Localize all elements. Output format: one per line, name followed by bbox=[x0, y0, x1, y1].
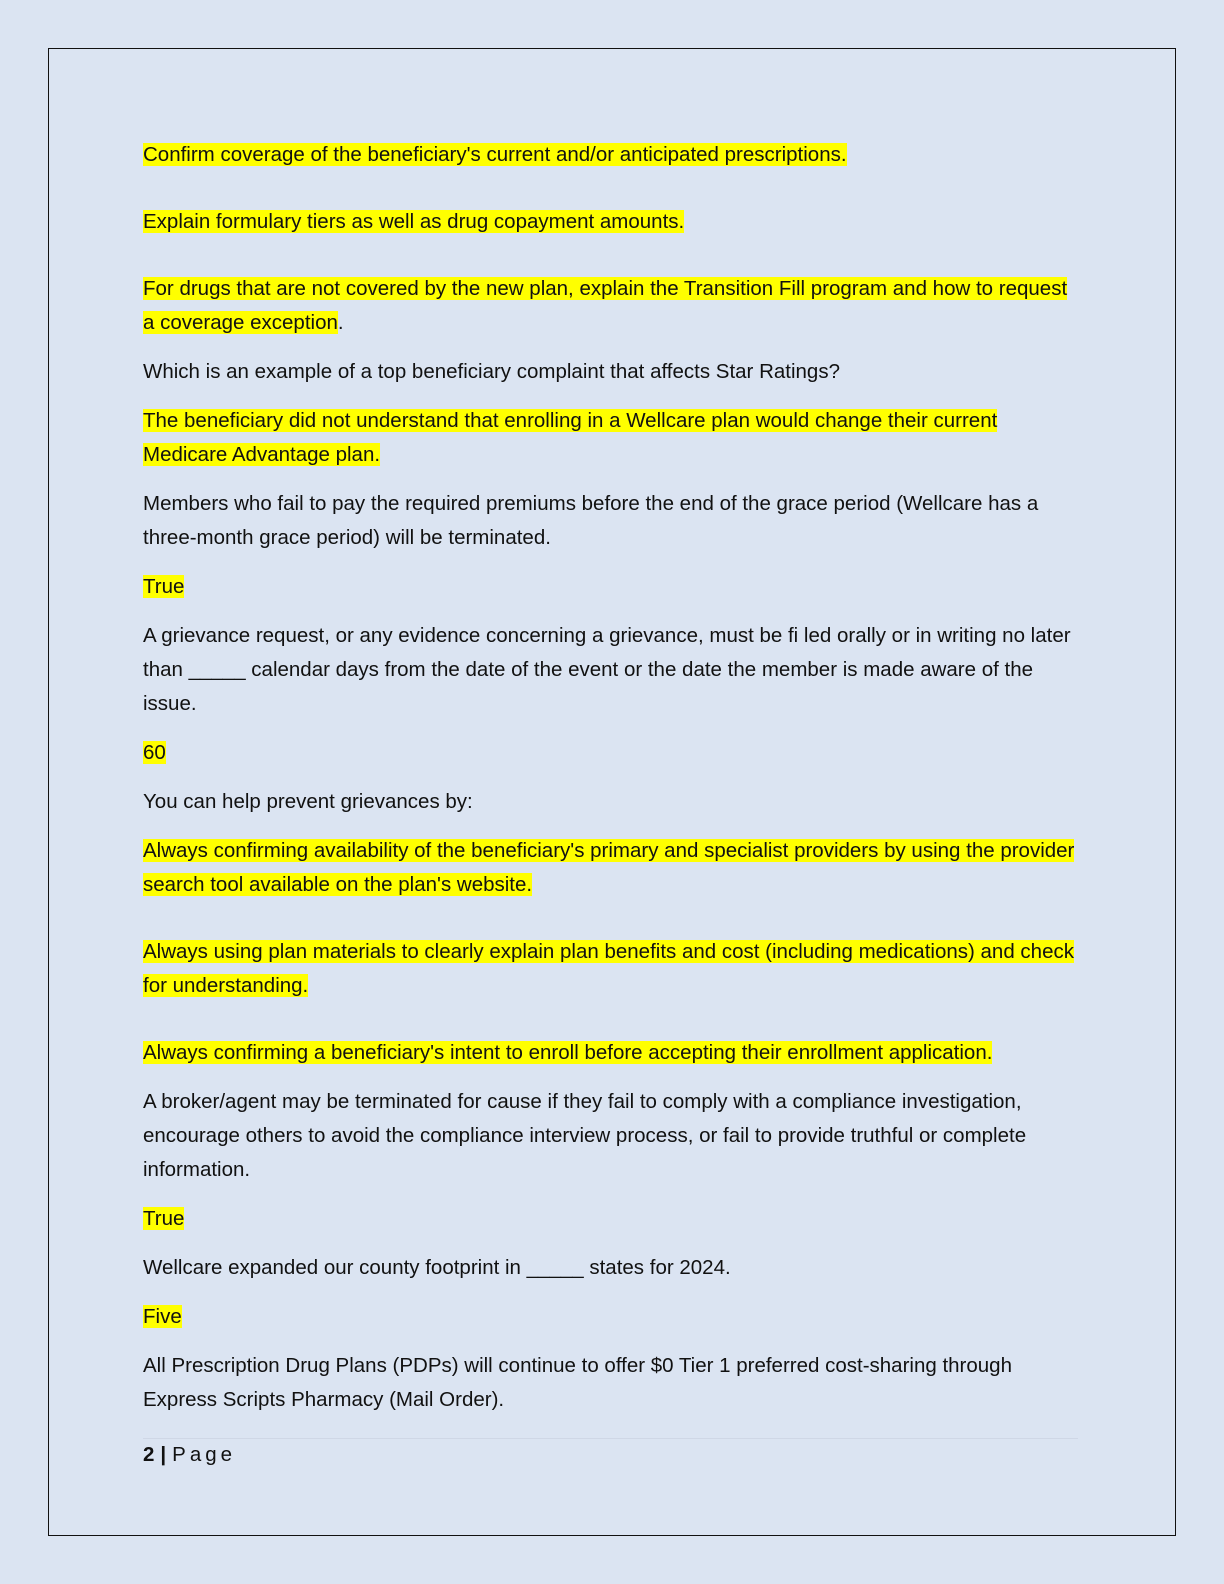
answer-paragraph bbox=[143, 404, 1078, 472]
question-text: Wellcare expanded our county footprint in _____ states for 2024. bbox=[143, 1256, 731, 1279]
answer-paragraph bbox=[143, 834, 1078, 902]
page-footer bbox=[143, 1440, 236, 1470]
question-text: You can help prevent grievances by: bbox=[143, 790, 473, 813]
question-text: All Prescription Drug Plans (PDPs) will continue to offer $0 Tier 1 preferred cost-sharing through Express Scripts Pharmacy (Mail Order). bbox=[143, 1354, 1012, 1411]
answer-paragraph bbox=[143, 736, 1078, 770]
highlighted-text: For drugs that are not covered by the new plan, explain the Transition Fill program and how to request a coverage exception bbox=[143, 277, 1068, 334]
highlighted-text: Always using plan materials to clearly explain plan benefits and cost (including medications) and check for understanding. bbox=[143, 940, 1074, 997]
answer-paragraph bbox=[143, 272, 1078, 340]
highlighted-text: Always confirming availability of the beneficiary's primary and specialist providers by using the provider search tool available on the plan's website. bbox=[143, 839, 1075, 896]
document-body bbox=[143, 138, 1078, 1417]
highlighted-text: 60 bbox=[143, 741, 166, 764]
page-number: 2 bbox=[143, 1443, 155, 1466]
question-text: Members who fail to pay the required premiums before the end of the grace period (Wellcare has a three-month grace period) will be terminated. bbox=[143, 492, 1039, 549]
answer-paragraph bbox=[143, 935, 1078, 1003]
highlighted-text: Confirm coverage of the beneficiary's current and/or anticipated prescriptions. bbox=[143, 143, 847, 166]
page-label: Page bbox=[172, 1443, 237, 1466]
footer-divider bbox=[143, 1438, 1078, 1439]
answer-paragraph bbox=[143, 1202, 1078, 1236]
highlighted-text: Explain formulary tiers as well as drug copayment amounts. bbox=[143, 210, 685, 233]
highlighted-text: Always confirming a beneficiary's intent to enroll before accepting their enrollment application. bbox=[143, 1041, 993, 1064]
question-text: A grievance request, or any evidence concerning a grievance, must be fi led orally or in writing no later than _____ calendar days from the date of the event or the date the member is made aware of the issue. bbox=[143, 624, 1071, 715]
answer-paragraph bbox=[143, 570, 1078, 604]
question-text: A broker/agent may be terminated for cause if they fail to comply with a compliance investigation, encourage others to avoid the compliance interview process, or fail to provide truthful or complete information. bbox=[143, 1090, 1027, 1181]
sentence-period: . bbox=[337, 311, 344, 334]
highlighted-text: True bbox=[143, 1207, 185, 1230]
answer-paragraph bbox=[143, 138, 1078, 172]
answer-paragraph bbox=[143, 1300, 1078, 1334]
question-text: Which is an example of a top beneficiary complaint that affects Star Ratings? bbox=[143, 360, 840, 383]
answer-paragraph bbox=[143, 205, 1078, 239]
answer-paragraph bbox=[143, 1036, 1078, 1070]
highlighted-text: Five bbox=[143, 1305, 182, 1328]
highlighted-text: True bbox=[143, 575, 185, 598]
highlighted-text: The beneficiary did not understand that enrolling in a Wellcare plan would change their current Medicare Advantage plan. bbox=[143, 409, 998, 466]
footer-separator: | bbox=[160, 1443, 167, 1466]
